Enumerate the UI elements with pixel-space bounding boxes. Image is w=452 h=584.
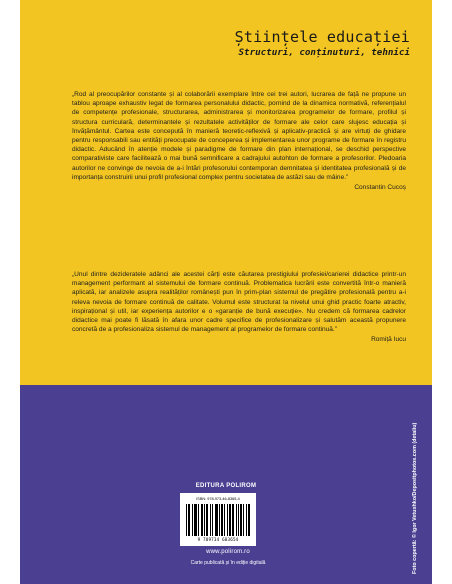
barcode-bar: [189, 504, 190, 536]
blurb-text: „Unul dintre dezideratele adânci ale acestei cărți este căutarea prestigiului profesiei/carierei didactice printr-un management performant al sistemului de formare continuă. Problematica lucrării este convertită într-o manieră aplicată, iar analizele asupra realităților românești pun în prim-plan sistemul de pregătire profesională pentru a-i releva nevoia de formare continuă de calitate. Volumul este structurat la nivelul unui ghid practic foarte atractiv, inspirațional și util, iar experiența autorilor e o «garanție de bună execuție». Nu credem că formarea cadrelor didactice mai poate fi lăsată în afara unor cadre specifice de profesionalizare și salutăm această propunere concretă de a profesionaliza sistemul de management al programelor de formare continuă.”: [72, 271, 406, 334]
blurb-quote: [72, 90, 406, 192]
series-subtitle: Structuri, conținuturi, tehnici: [238, 47, 410, 58]
edition-note: Carte publicată și în ediție digitală: [190, 560, 266, 566]
photo-credit: Foto copertă: © Igor Vetushko/Depositphotos.com (detaliu): [412, 422, 418, 574]
blurb-quote: [72, 270, 406, 345]
barcode-bar: [198, 504, 199, 536]
blurb-text: „Rod al preocupărilor constante și al colaborării exemplare între cei trei autori, lucrarea de față ne propune un tablou aproape exhaustiv legat de formarea personalului didactic, pornind de la dinamica normativă, referențialul de competențe profesionale, structurarea, administrarea și monitorizarea programelor de formare, profilul și structura curriculară, determinantele și rezultatele activităților de formare ale celor care slujesc educația și învățământul. Cartea este concepută în manieră teoretic-reflexivă și aplicativ-practică și are virtuți de ghidare pentru responsabili sau entități preocupate de conceperea și implementarea unor programe de formare în registru didactic. Aducând în atenție modele și paradigme de formare din plan internațional, se deschid perspective comparativiste care facilitează o mai bună semnificare a cadrajului autohton de formare a profesorilor. Pledoaria autorilor ne convinge de nevoia de a-i întări profesorului contemporan demnitatea și identitatea profesională și de importanța construirii unui profil profesional complex pentru societatea de astăzi sau de mâine.”: [72, 91, 406, 181]
barcode-bar: [219, 504, 220, 536]
barcode-bars: [186, 504, 250, 536]
barcode-bar: [227, 504, 228, 536]
barcode-digits: 9 789734 683654: [197, 537, 239, 542]
barcode-bar: [192, 504, 193, 536]
series-title: Științele educației: [234, 28, 410, 46]
barcode-bar: [243, 504, 244, 536]
barcode-bar: [210, 504, 211, 536]
publisher-website: www.polirom.ro: [206, 549, 250, 555]
book-back-cover: [20, 0, 432, 584]
barcode-bar: [230, 504, 231, 536]
barcode-bar: [212, 504, 213, 536]
barcode-bar: [238, 504, 239, 536]
barcode-bar: [233, 504, 234, 536]
blurb-author: Romiță Iucu: [371, 336, 406, 344]
barcode-bar: [207, 504, 208, 536]
barcode-bar: [204, 504, 205, 536]
barcode-bar: [249, 504, 250, 536]
barcode-bar: [222, 504, 223, 536]
barcode: [180, 493, 256, 546]
isbn-label: ISBN: 978-973-46-8365-4: [196, 497, 240, 501]
blurb-author: Constantin Cucoș: [354, 184, 406, 192]
barcode-bar: [202, 504, 203, 536]
barcode-bar: [224, 504, 225, 536]
publisher-name: EDITURA POLIROM: [195, 483, 257, 489]
barcode-bar: [217, 504, 218, 536]
